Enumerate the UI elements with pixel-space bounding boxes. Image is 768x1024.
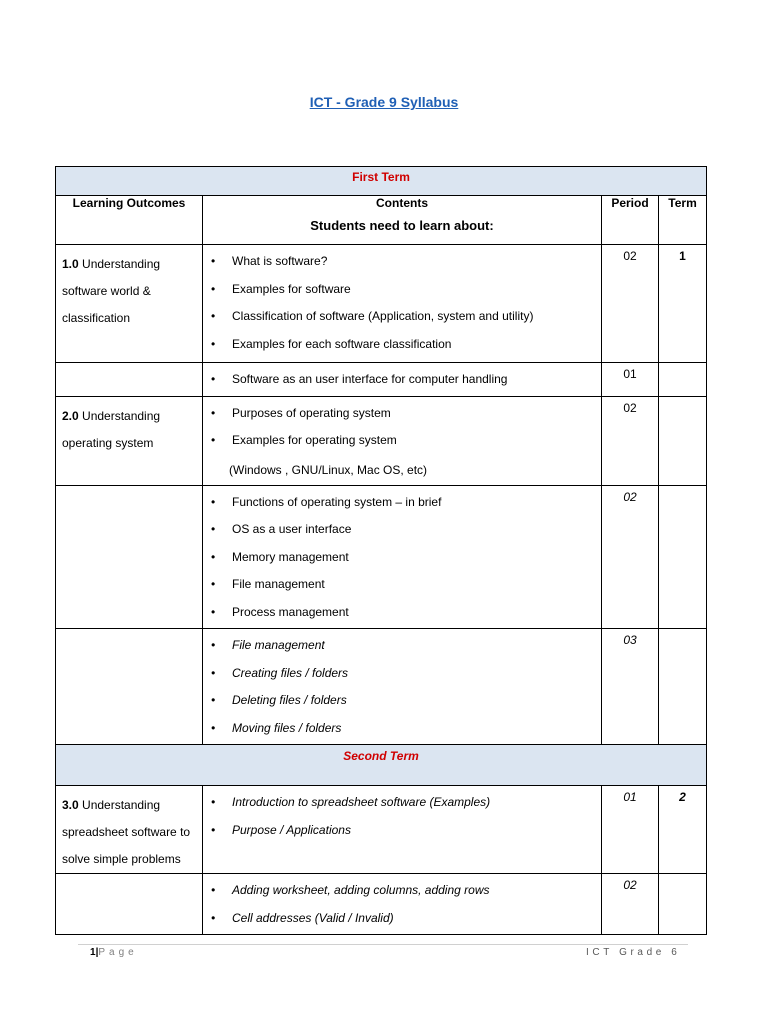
period-cell: 02 [602, 245, 659, 363]
learning-outcome-cell [56, 245, 203, 363]
list-item: • Examples for software [203, 276, 601, 304]
second-term-cell [56, 745, 707, 786]
contents-list [203, 486, 601, 629]
term-cell [659, 874, 707, 935]
term-cell [659, 396, 707, 485]
term-cell [659, 629, 707, 745]
list-item: • Cell addresses (Valid / Invalid) [203, 905, 601, 933]
contents-list [203, 874, 601, 934]
first-term-label: First Term [352, 170, 410, 184]
period-cell: 03 [602, 629, 659, 745]
syllabus-table [55, 166, 707, 935]
contents-list [203, 363, 601, 396]
contents-cell [203, 629, 602, 745]
table-row [56, 629, 707, 745]
footer-divider [78, 944, 688, 945]
table-row [56, 245, 707, 363]
header-period: Period [602, 196, 659, 245]
list-item: • Process management [203, 599, 601, 627]
page-number: 1 [90, 947, 96, 958]
period-cell: 01 [602, 363, 659, 397]
outcome-text: Understanding software world & classification [62, 257, 161, 325]
list-item: • Examples for each software classification [203, 331, 601, 359]
contents-list [203, 245, 601, 360]
contents-cell [203, 396, 602, 485]
outcome-number: 3.0 [62, 798, 79, 812]
outcome-text: Understanding spreadsheet software to solve simple problems [62, 798, 191, 866]
term-cell [659, 485, 707, 629]
period-cell: 02 [602, 874, 659, 935]
period-cell: 02 [602, 396, 659, 485]
list-item: • Software as an user interface for computer handling [203, 366, 601, 394]
table-row [56, 485, 707, 629]
list-item: • Moving files / folders [203, 715, 601, 743]
list-item: • Memory management [203, 544, 601, 572]
header-contents [203, 196, 602, 245]
list-item: • Purpose / Applications [203, 817, 601, 845]
list-item: • Functions of operating system – in brief [203, 489, 601, 517]
contents-cell [203, 363, 602, 397]
list-item: • File management [203, 571, 601, 599]
table-row [56, 874, 707, 935]
list-item: • Adding worksheet, adding columns, adding rows [203, 877, 601, 905]
list-item: • Classification of software (Application, system and utility) [203, 303, 601, 331]
header-contents-label: Contents [376, 196, 428, 210]
second-term-row [56, 745, 707, 786]
header-term: Term [659, 196, 707, 245]
footer-right-text: ICT Grade 6 [586, 947, 681, 958]
first-term-cell [56, 167, 707, 196]
term-cell: 1 [659, 245, 707, 363]
document-title [0, 94, 768, 110]
second-term-label: Second Term [343, 749, 419, 763]
list-item: • Deleting files / folders [203, 687, 601, 715]
page-separator: | [95, 947, 99, 958]
table-row [56, 363, 707, 397]
list-item: • Creating files / folders [203, 660, 601, 688]
outcome-number: 2.0 [62, 408, 79, 423]
term-cell: 2 [659, 786, 707, 874]
contents-cell [203, 245, 602, 363]
page-word: Page [98, 947, 138, 958]
os-examples-note: (Windows , GNU/Linux, Mac OS, etc) [229, 462, 428, 477]
period-cell: 02 [602, 485, 659, 629]
list-item: • Introduction to spreadsheet software (Examples) [203, 789, 601, 817]
contents-cell [203, 874, 602, 935]
header-learning-outcomes: Learning Outcomes [56, 196, 203, 245]
outcome-number: 1.0 [62, 257, 79, 271]
learning-outcome-cell [56, 396, 203, 485]
contents-list [203, 786, 601, 846]
list-item: • OS as a user interface [203, 516, 601, 544]
footer-page-indicator [90, 947, 138, 958]
header-contents-subtitle: Students need to learn about: [310, 218, 494, 233]
header-row [56, 196, 707, 245]
learning-outcome-cell [56, 874, 203, 935]
contents-list [203, 629, 601, 744]
list-item: • Examples for operating system [203, 427, 601, 455]
contents-list [203, 397, 601, 457]
contents-cell [203, 485, 602, 629]
document-title-text: ICT - Grade 9 Syllabus [309, 94, 459, 110]
learning-outcome-cell [56, 629, 203, 745]
outcome-text: Understanding operating system [62, 408, 161, 450]
period-cell: 01 [602, 786, 659, 874]
first-term-row [56, 167, 707, 196]
list-item: • What is software? [203, 248, 601, 276]
table-row [56, 786, 707, 874]
learning-outcome-cell [56, 786, 203, 874]
list-item: • Purposes of operating system [203, 400, 601, 428]
table-row [56, 396, 707, 485]
learning-outcome-cell [56, 485, 203, 629]
learning-outcome-cell [56, 363, 203, 397]
list-item: • File management [203, 632, 601, 660]
contents-cell [203, 786, 602, 874]
term-cell [659, 363, 707, 397]
